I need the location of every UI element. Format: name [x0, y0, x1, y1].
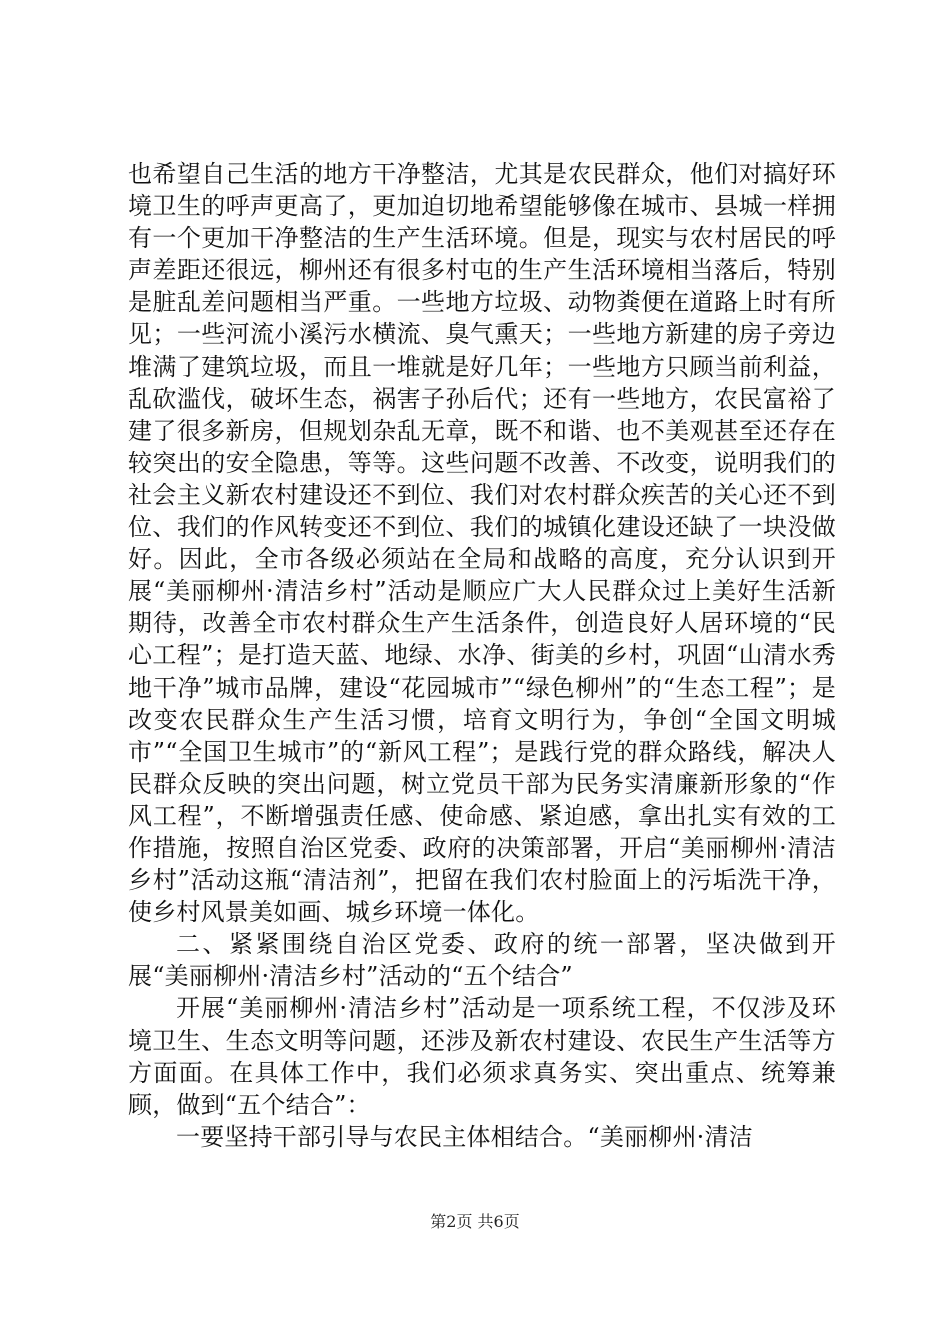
paragraph-1: 也希望自己生活的地方干净整洁，尤其是农民群众，他们对搞好环境卫生的呼声更高了，更加迫切地希望能够像在城市、县城一样拥有一个更加干净整洁的生产生活环境。但是，现实与农村居民的呼声差距还很远，柳州还有很多村屯的生产生活环境相当落后，特别是脏乱差问题相当严重。一些地方垃圾、动物粪便在道路上时有所见；一些河流小溪污水横流、臭气熏天；一些地方新建的房子旁边堆满了建筑垃圾，而且一堆就是好几年；一些地方只顾当前利益，乱砍滥伐，破坏生态，祸害子孙后代；还有一些地方，农民富裕了建了很多新房，但规划杂乱无章，既不和谐、也不美观甚至还存在较突出的安全隐患，等等。这些问题不改善、不改变，说明我们的社会主义新农村建设还不到位、我们对农村群众疾苦的关心还不到位、我们的作风转变还不到位、我们的城镇化建设还缺了一块没做好。因此，全市各级必须站在全局和战略的高度，充分认识到开展“美丽柳州·清洁乡村”活动是顺应广大人民群众过上美好生活新期待，改善全市农村群众生产生活条件，创造良好人居环境的“民心工程”；是打造天蓝、地绿、水净、街美的乡村，巩固“山清水秀地干净”城市品牌，建设“花园城市”“绿色柳州”的“生态工程”；是改变农民群众生产生活习惯，培育文明行为，争创“全国文明城市”“全国卫生城市”的“新风工程”；是践行党的群众路线，解决人民群众反映的突出问题，树立党员干部为民务实清廉新形象的“作风工程”，不断增强责任感、使命感、紧迫感，拿出扎实有效的工作措施，按照自治区党委、政府的决策部署，开启“美丽柳州·清洁乡村”活动这瓶“清洁剂”，把留在我们农村脸面上的污垢洗干净，使乡村风景美如画、城乡环境一体化。: [128, 160, 836, 927]
section-heading-2: 二、紧紧围绕自治区党委、政府的统一部署，坚决做到开展“美丽柳州·清洁乡村”活动的“五个结合”: [128, 930, 836, 991]
page-number-footer: 第2页 共6页: [430, 1212, 520, 1231]
body-text: [128, 158, 836, 1153]
paragraph-3: 开展“美丽柳州·清洁乡村”活动是一项系统工程，不仅涉及环境卫生、生态文明等问题，还涉及新农村建设、农民生产生活等方方面面。在具体工作中，我们必须求真务实、突出重点、统筹兼顾，做到“五个结合”：: [128, 994, 836, 1119]
paragraph-4: 一要坚持干部引导与农民主体相结合。“美丽柳州·清洁: [176, 1122, 753, 1151]
